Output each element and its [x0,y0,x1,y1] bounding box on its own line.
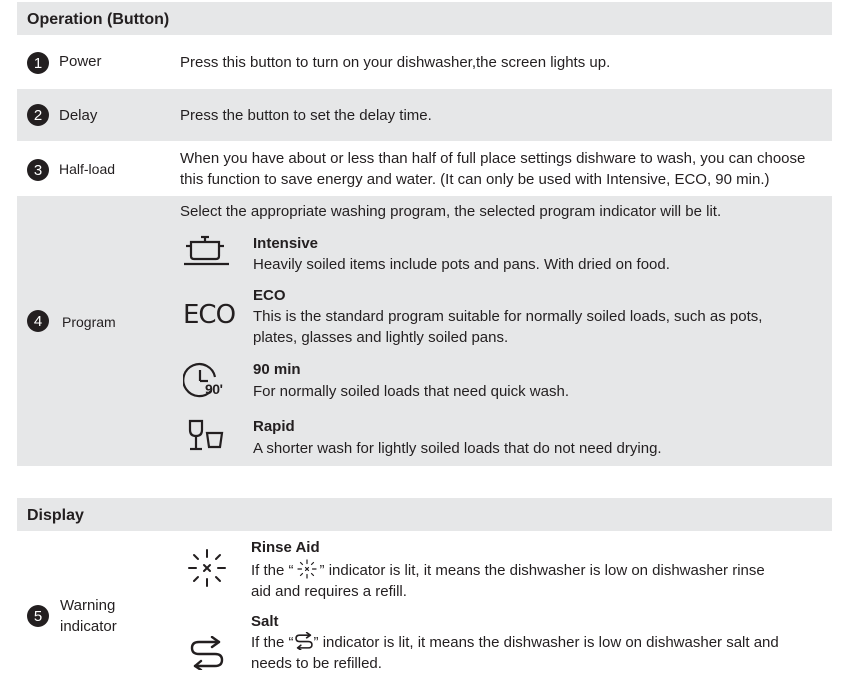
warning-text-salt-line2: needs to be refilled. [251,655,382,672]
number-badge: 3 [27,159,49,181]
delay-row [17,89,832,141]
display-header [17,498,832,531]
rinse-aid-text-post: ” indicator is lit, it means the dishwasher is low on dishwasher rinse [319,562,765,579]
program-text-rapid: A shorter wash for lightly soiled loads that do not need drying. [253,440,662,457]
program-row [17,196,832,466]
delay-description: Press the button to set the delay time. [180,107,432,124]
clock-90-icon [183,361,229,401]
warning-text-rinse-aid-line1 [251,559,765,581]
power-label: Power [59,53,102,70]
power-row [17,35,832,89]
half-load-description-line1: When you have about or less than half of full place settings dishware to wash, you can choose [180,150,806,167]
rinse-aid-icon [294,559,320,579]
number-badge: 1 [27,52,49,74]
salt-icon [189,636,225,670]
half-load-description-line2: this function to save energy and water. (It can only be used with Intensive, ECO, 90 min.) [180,171,770,188]
program-name-rapid: Rapid [253,418,295,435]
warning-name-salt: Salt [251,613,279,630]
program-name-eco: ECO [253,287,286,304]
program-text-eco-line1: This is the standard program suitable for normally soiled loads, such as pots, [253,308,763,325]
program-name-intensive: Intensive [253,235,319,252]
glass-cup-icon [187,418,227,454]
number-badge: 4 [27,310,49,332]
power-description: Press this button to turn on your dishwasher,the screen lights up. [180,54,611,71]
warning-text-salt-line1 [251,632,779,653]
number-badge: 5 [27,605,49,627]
delay-label: Delay [59,107,98,124]
warning-name-rinse-aid: Rinse Aid [251,539,320,556]
half-load-row [17,141,832,196]
operation-title: Operation (Button) [27,11,170,28]
rinse-aid-text-pre: If the “ [251,562,294,579]
pot-icon [183,234,231,268]
half-load-label: Half-load [59,161,116,177]
rinse-aid-icon [187,548,227,588]
display-title: Display [27,507,84,524]
warning-indicator-row [17,531,832,675]
program-text-eco-line2: plates, glasses and lightly soiled pans. [253,329,509,346]
salt-icon [294,632,314,650]
program-description: Select the appropriate washing program, the selected program indicator will be lit. [180,203,722,220]
program-name-90min: 90 min [253,361,301,378]
warning-label-line2: indicator [60,618,117,635]
program-label: Program [62,314,116,330]
eco-icon: ECO [183,300,236,330]
number-badge: 2 [27,104,49,126]
salt-text-post: ” indicator is lit, it means the dishwasher is low on dishwasher salt and [313,634,779,651]
salt-text-pre: If the “ [251,634,294,651]
clock-90-label: 90' [205,381,223,397]
operation-header [17,2,832,35]
program-text-intensive: Heavily soiled items include pots and pans. With dried on food. [253,256,670,273]
warning-text-rinse-aid-line2: aid and requires a refill. [251,583,407,600]
warning-label-line1: Warning [60,597,116,614]
program-text-90min: For normally soiled loads that need quick wash. [253,383,569,400]
